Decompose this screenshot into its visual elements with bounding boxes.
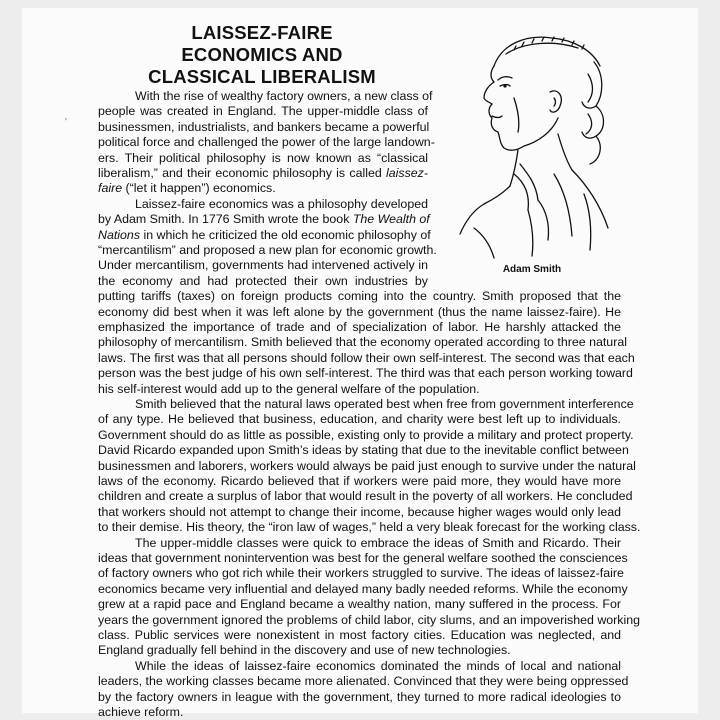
text-line: of factory owners who got rich while their workers struggled to survive. The ideas of laissez-faire [98, 566, 624, 581]
text-line: With the rise of wealthy factory owners, a new class of [135, 89, 433, 103]
text-line: years the government ignored the problems of child labor, city slums, and an impoverished working [98, 612, 641, 627]
text-line: grew at a rapid pace and England became a wealthy nation, many suffered in the process. For [98, 597, 621, 612]
text-line: emphasized the importance of trade and of specialization of labor. He harshly attacked the [98, 320, 621, 334]
text-line: economics became very influential and delayed many badly needed reforms. While the economy [98, 581, 628, 596]
text-line: businessmen and laborers, workers would always be paid just enough to survive under the natural [98, 458, 636, 473]
text-line: The upper-middle classes were quick to embrace the ideas of Smith and Ricardo. Their [135, 535, 621, 550]
text-line: achieve reform. [98, 705, 184, 719]
text-line: political force and challenged the power of the large landown- [98, 135, 435, 150]
text-line: by Adam Smith. In 1776 Smith wrote the book The Wealth of [98, 212, 430, 227]
text-line: to their demise. His theory, the “iron law of wages,” held a very bleak forecast for the working class. [98, 520, 641, 535]
text-line: ers. Their political philosophy is now known as “classical [98, 150, 428, 165]
margin-mark: ' [65, 117, 67, 128]
text-line: class. Public services were nonexistent in most factory cities. Education was neglected, and [98, 628, 621, 642]
text-line: the economy and had protected their own industries by [98, 273, 428, 288]
text-line: children and create a surplus of labor that would result in the poverty of all workers. He concluded [98, 489, 633, 504]
text-line: economy did best when it was left alone by the government (thus the name laissez-faire). He [98, 304, 621, 319]
text-line: “mercantilism” and proposed a new plan for economic growth. [98, 243, 437, 257]
text-line: of any type. He believed that business, education, and charity were best left up to individuals. [98, 412, 621, 427]
text-line: philosophy of mercantilism. Smith believed that the economy operated according to three natural [98, 335, 627, 350]
text-line: by the factory owners in league with the government, they turned to more radical ideologies to [98, 689, 621, 704]
text-line: David Ricardo expanded upon Smith’s ideas by stating that due to the inevitable conflict between [98, 443, 629, 458]
text-line: businessmen, industrialists, and bankers became a powerful [98, 119, 430, 134]
text-line: laws of the economy. Ricardo believed that if workers were paid more, they would have more [98, 474, 621, 488]
text-line: liberalism,” and their economic philosophy is called laissez- [98, 166, 428, 180]
text-line: faire (“let it happen”) economics. [98, 181, 276, 196]
text-line: laws. The first was that all persons should follow their own self-interest. The second was that each [98, 350, 635, 365]
text-line: Laissez-faire economics was a philosophy developed [135, 196, 428, 211]
text-line: people was created in England. The upper-middle class of [98, 104, 428, 119]
text-line: that workers should not attempt to change their income, because higher wages would only lead [98, 504, 621, 519]
text-line: putting tariffs (taxes) on foreign products coming into the country. Smith proposed that the [98, 289, 621, 304]
title-line: ECONOMICS AND [181, 44, 343, 65]
title-line: LAISSEZ-FAIRE [191, 22, 333, 43]
text-line: Government should do as little as possible, existing only to provide a military and protect property. [98, 427, 634, 442]
portrait-caption: Adam Smith [502, 264, 562, 275]
text-line: England gradually fell behind in the discovery and use of new technologies. [98, 643, 511, 658]
text-line: ideas that government nonintervention was best for the general welfare soothed the consciences [98, 551, 628, 565]
adam-smith-portrait [454, 14, 610, 260]
text-line: Under mercantilism, governments had intervened actively in [98, 258, 428, 273]
title-line: CLASSICAL LIBERALISM [148, 66, 376, 87]
text-line: Smith believed that the natural laws operated best when free from government interference [135, 397, 634, 411]
document-title [132, 22, 392, 88]
text-line: leaders, the working classes became more alienated. Convinced that they were being oppressed [98, 674, 629, 689]
text-line: person was the best judge of his own self-interest. The third was that each person working toward [98, 366, 633, 381]
text-line: Nations in which he criticized the old economic philosophy of [98, 227, 431, 242]
text-line: his self-interest would add up to the general welfare of the population. [98, 381, 480, 396]
text-line: While the ideas of laissez-faire economics dominated the minds of local and national [135, 658, 621, 673]
